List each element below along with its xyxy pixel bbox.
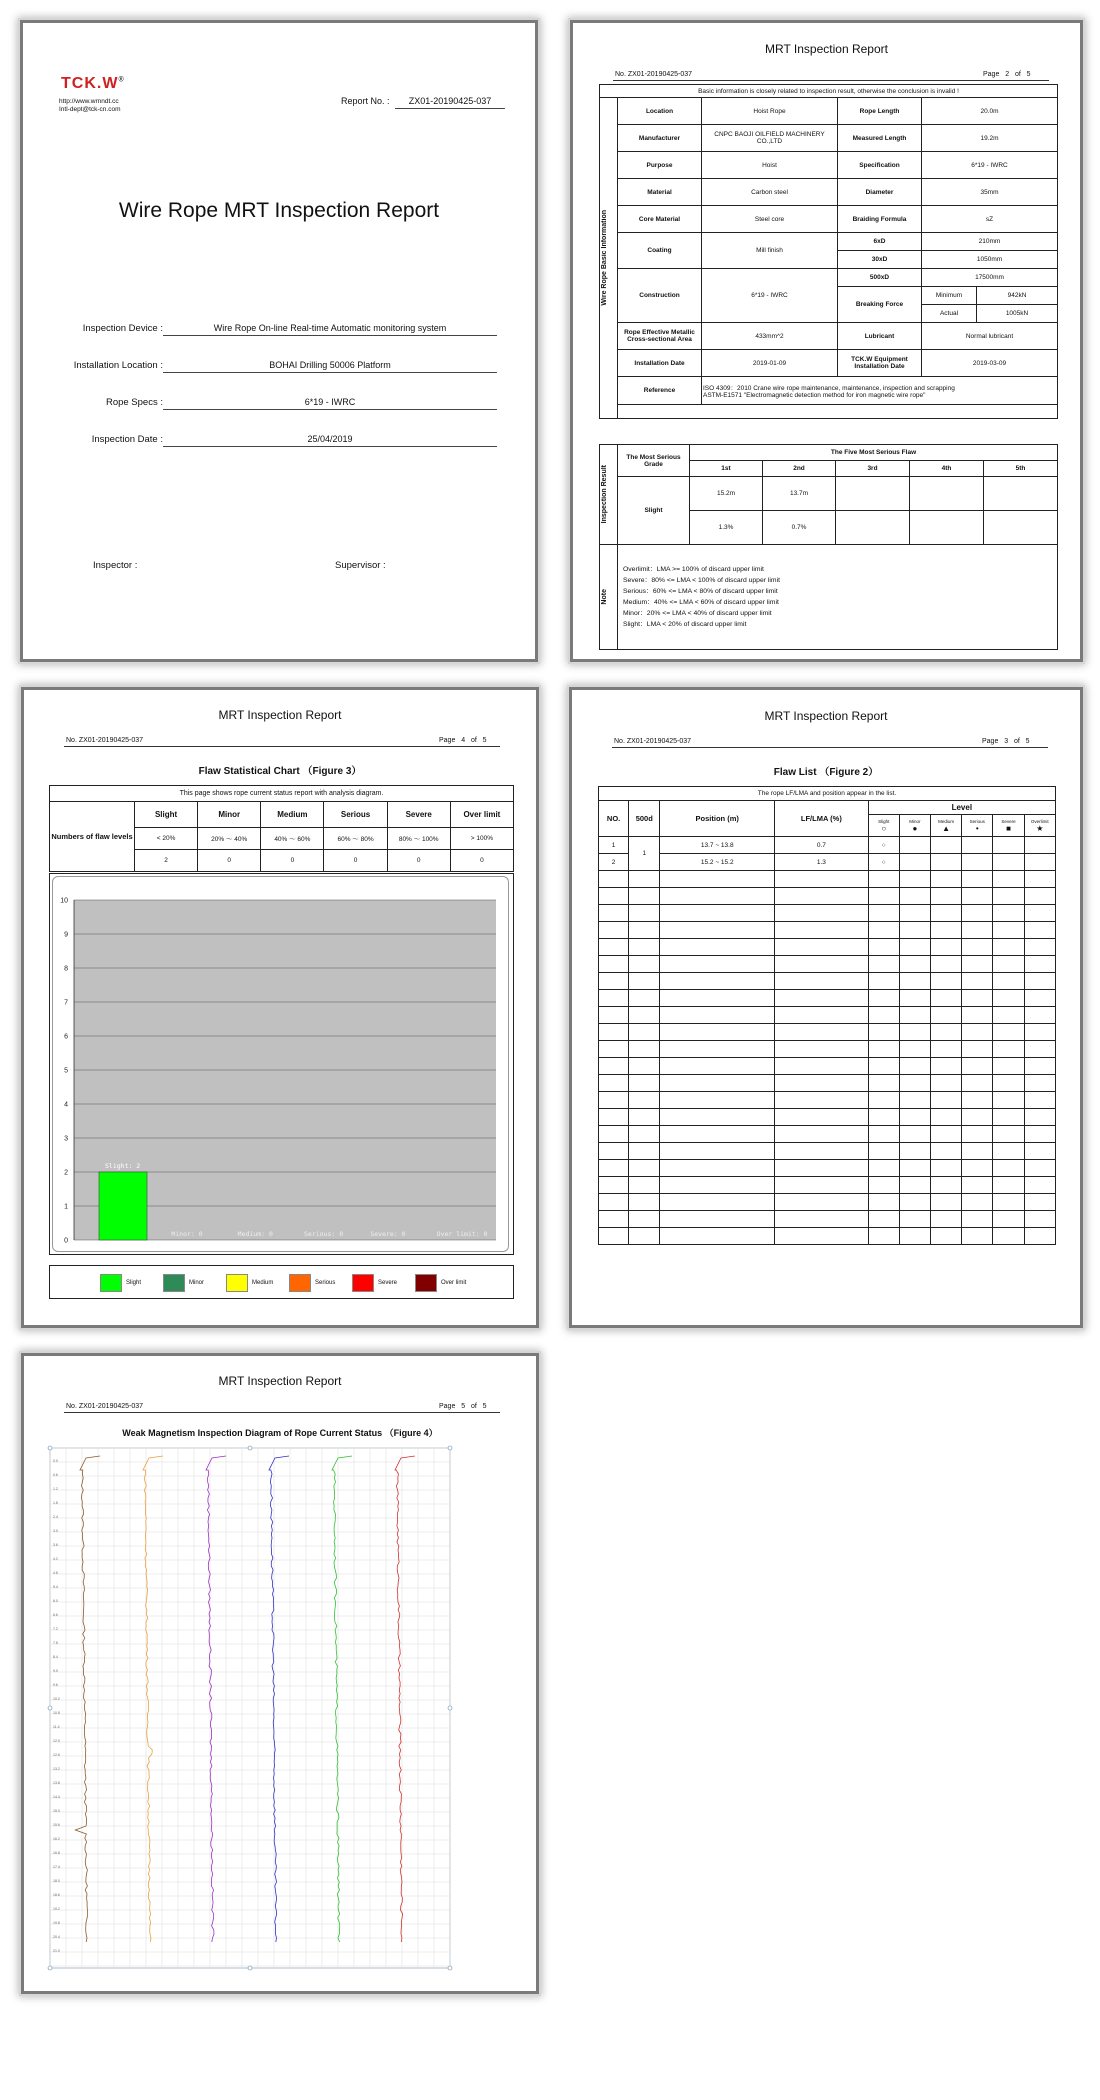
table-row [599, 871, 1056, 888]
y-tick-label: 19.8 [53, 1921, 60, 1925]
supervisor-label: Supervisor : [335, 560, 386, 571]
y-tick-label: 10.2 [53, 1697, 60, 1701]
flaw-levels-row-label: Numbers of flaw levels [50, 802, 135, 872]
chart-page-title: Flaw Statistical Chart （Figure 3） [198, 766, 362, 777]
flaw-list-caption: The rope LF/LMA and position appear in the list. [599, 787, 1056, 801]
y-tick-label: 7 [64, 999, 68, 1007]
legend-label: Serious [315, 1280, 336, 1286]
flaw-bar-chart [54, 880, 506, 1250]
y-tick-label: 9.6 [53, 1683, 58, 1687]
y-tick-label: 15.6 [53, 1823, 60, 1827]
legend-item [163, 1274, 204, 1292]
page-header: MRT Inspection Report [764, 709, 888, 723]
legend-swatch [163, 1274, 185, 1292]
bar-data-label: Slight: 2 [105, 1162, 141, 1170]
inspection-device-value: Wire Rope On-line Real-time Automatic monitoring system [163, 323, 497, 336]
table-row [599, 973, 1056, 990]
y-tick-label: 6 [64, 1033, 68, 1041]
table-row [599, 1109, 1056, 1126]
flaw-list-table: The rope LF/LMA and position appear in the list. NO. 500d Position (m) LF/LMA (%) Level Slight ○ Minor ● Medium ▲ Serious • Severe ■ Overlimit ★ 1 1 13.7 ~ 13.8 0.7 ○ 2 15.2 ~ 15.2 1.3 ○ [598, 786, 1056, 1245]
installation-location-label: Installation Location : [73, 360, 163, 371]
y-tick-label: 0 [64, 1237, 68, 1245]
most-serious-grade: Slight [618, 477, 690, 545]
inspection-date-label: Inspection Date : [91, 434, 163, 445]
y-tick-label: 4.2 [53, 1557, 58, 1561]
bar-data-label: Medium: 0 [237, 1230, 273, 1238]
resize-handle[interactable] [48, 1966, 52, 1970]
cover-page [20, 20, 538, 662]
legend-swatch [100, 1274, 122, 1292]
rope-specs-value: 6*19 - IWRC [163, 397, 497, 410]
doc-number: No. ZX01-20190425-037 [66, 1403, 144, 1410]
y-tick-label: 21.0 [53, 1949, 60, 1953]
table-row [599, 888, 1056, 905]
legend-label: Slight [126, 1280, 142, 1286]
legend-item [289, 1274, 335, 1292]
level-header: Overlimit ★ [1024, 815, 1055, 837]
y-tick-label: 6.0 [53, 1599, 58, 1603]
resize-handle[interactable] [248, 1446, 252, 1450]
table-row [599, 1194, 1056, 1211]
doc-number: No. ZX01-20190425-037 [66, 737, 144, 744]
resize-handle[interactable] [48, 1706, 52, 1710]
legend-label: Severe [378, 1280, 398, 1286]
installation-location-value: BOHAI Drilling 50006 Platform [163, 360, 497, 373]
y-tick-label: 6.6 [53, 1613, 58, 1617]
y-tick-label: 1.2 [53, 1487, 58, 1491]
y-tick-label: 10 [60, 897, 68, 905]
side-label-note: Note [601, 589, 608, 605]
y-tick-label: 3.0 [53, 1529, 58, 1533]
resize-handle[interactable] [248, 1966, 252, 1970]
table-row [599, 1160, 1056, 1177]
bar-data-label: Serious: 0 [304, 1230, 344, 1238]
flaw-chart-page [21, 687, 539, 1328]
inspection-date-value: 25/04/2019 [163, 434, 497, 447]
bar-data-label: Minor: 0 [171, 1230, 203, 1238]
side-label-result: Inspection Result [601, 465, 608, 524]
y-tick-label: 14.4 [53, 1795, 60, 1799]
table-row [599, 990, 1056, 1007]
report-no-value: ZX01-20190425-037 [395, 96, 505, 109]
y-tick-label: 1 [64, 1203, 68, 1211]
legend-label: Minor [189, 1280, 205, 1286]
y-tick-label: 7.2 [53, 1627, 58, 1631]
y-tick-label: 12.0 [53, 1739, 60, 1743]
page-number: Page 5 of 5 [439, 1403, 487, 1410]
legend-swatch [352, 1274, 374, 1292]
legend-item [100, 1274, 141, 1292]
bar-slight [99, 1172, 147, 1240]
flaw-list-title: Flaw List （Figure 2） [773, 767, 879, 778]
level-header: Severe ■ [993, 815, 1024, 837]
legend-item [352, 1274, 397, 1292]
table-row [599, 939, 1056, 956]
legend-label: Medium [252, 1280, 274, 1286]
legend-label: Over limit [441, 1280, 467, 1286]
table-row [599, 1024, 1056, 1041]
diagram-title: Weak Magnetism Inspection Diagram of Rope Current Status （Figure 4） [122, 1428, 438, 1438]
basic-info-page [570, 20, 1083, 662]
page-header: MRT Inspection Report [218, 708, 342, 722]
inspection-device-label: Inspection Device : [82, 323, 163, 334]
y-tick-label: 18.0 [53, 1879, 60, 1883]
notes-list: Overlimit：LMA >= 100% of discard upper limit Severe：80% <= LMA < 100% of discard upper limit Serious：60% <= LMA < 80% of discard upper limit Medium：40% <= LMA < 60% of discard upper limit Minor：20% <= LMA < 40% of discard upper limit Slight：LMA < 20% of discard upper limit [618, 545, 1058, 650]
report-title: Wire Rope MRT Inspection Report [118, 199, 440, 222]
table-row [599, 1075, 1056, 1092]
company-website: http://www.wrnndt.cc [59, 98, 119, 105]
table-row [599, 1228, 1056, 1245]
level-header: Serious • [962, 815, 993, 837]
report-no-label: Report No. : [341, 96, 390, 106]
weak-magnetism-diagram [46, 1444, 454, 1974]
inspector-label: Inspector : [93, 560, 138, 571]
company-email: Intl-dept@tck-cn.com [59, 106, 121, 113]
notes-table [599, 544, 1058, 650]
side-label-basic: Wire Rope Basic Information [601, 210, 608, 306]
y-tick-label: 13.8 [53, 1781, 60, 1785]
y-tick-label: 7.8 [53, 1641, 58, 1645]
basic-info-table: Basic information is closely related to inspection result, otherwise the conclusion is invalid ! Wire Rope Basic Information Location Hoist Rope Rope Length 20.0m Manufacturer CNPC BAOJI OILFIELD MACHINERY CO.,LTD Measured Length 19.2m Purpose Hoist Specification 6*19 - IWRC Material Carbon steel Diameter 35mm Core Material Steel core Braiding Formula sZ Coating Mill finish 6xD 210mm 30xD 1050mm Construction 6*19 - IWRC 500xD 17500mm Breaking Force Minimum 942kN Actual 1005kN Rope Effective Metallic Cross-sectional Area 433mm^2 Lubricant Normal lubricant Installation Date 2019-01-09 TCK.W Equipment Installation Date 2019-03-09 Reference ISO 4309：2010 Crane wire rope maintenance, maintenance, inspection and scrapping ASTM-E1571 "Electromagnetic detection method for iron magnetic wire rope" [599, 84, 1058, 419]
magnetism-diagram-page [21, 1353, 539, 1994]
table-row [599, 1058, 1056, 1075]
flaw-list-page [569, 687, 1083, 1328]
doc-number: No. ZX01-20190425-037 [614, 738, 692, 745]
y-tick-label: 0.6 [53, 1473, 58, 1477]
chart-legend [49, 1265, 514, 1299]
y-tick-label: 2.4 [53, 1515, 58, 1519]
logo: TCK.W [61, 75, 119, 92]
y-tick-label: 5 [64, 1067, 68, 1075]
level-header: Medium ▲ [931, 815, 962, 837]
table-row [599, 1041, 1056, 1058]
legend-swatch [415, 1274, 437, 1292]
level-header: Slight ○ [868, 815, 899, 837]
page-number: Page 3 of 5 [982, 738, 1030, 745]
y-tick-label: 15.0 [53, 1809, 60, 1813]
chart-caption: This page shows rope current status report with analysis diagram. [50, 786, 514, 802]
y-tick-label: 1.8 [53, 1501, 58, 1505]
table-row [599, 1143, 1056, 1160]
page-header: MRT Inspection Report [765, 42, 888, 56]
y-tick-label: 18.6 [53, 1893, 60, 1897]
table-row [599, 1092, 1056, 1109]
page-number: Page 2 of 5 [983, 71, 1031, 78]
level-header: Minor ● [899, 815, 930, 837]
table-row [599, 905, 1056, 922]
y-tick-label: 16.2 [53, 1837, 60, 1841]
resize-handle[interactable] [448, 1706, 452, 1710]
y-tick-label: 11.4 [53, 1725, 60, 1729]
y-tick-label: 9 [64, 931, 68, 939]
y-tick-label: 2 [64, 1169, 68, 1177]
y-tick-label: 19.2 [53, 1907, 60, 1911]
table-row: 1 1 13.7 ~ 13.8 0.7 ○ [599, 837, 1056, 854]
table-row [599, 956, 1056, 973]
bar-data-label: Severe: 0 [370, 1230, 406, 1238]
logo-registered: ® [118, 76, 125, 84]
table-row [599, 1126, 1056, 1143]
y-tick-label: 13.2 [53, 1767, 60, 1771]
notice: Basic information is closely related to inspection result, otherwise the conclusion is invalid ! [600, 85, 1058, 98]
y-tick-label: 17.4 [53, 1865, 60, 1869]
resize-handle[interactable] [448, 1966, 452, 1970]
page-header: MRT Inspection Report [218, 1374, 342, 1388]
table-row [599, 1177, 1056, 1194]
y-tick-label: 3 [64, 1135, 68, 1143]
inspection-result-table: Inspection Result The Most Serious Grade The Five Most Serious Flaw 1st 2nd 3rd 4th 5th Slight 15.2m 13.7m 1.3% 0.7% [599, 444, 1058, 545]
y-tick-label: 4 [64, 1101, 68, 1109]
y-tick-label: 8 [64, 965, 68, 973]
y-tick-label: 9.0 [53, 1669, 58, 1673]
legend-item [415, 1274, 466, 1292]
y-tick-label: 3.6 [53, 1543, 58, 1547]
legend-swatch [289, 1274, 311, 1292]
table-row [599, 922, 1056, 939]
y-tick-label: 0.0 [53, 1459, 58, 1463]
y-tick-label: 12.6 [53, 1753, 60, 1757]
legend-swatch [226, 1274, 248, 1292]
resize-handle[interactable] [48, 1446, 52, 1450]
y-tick-label: 10.8 [53, 1711, 60, 1715]
table-row [599, 1211, 1056, 1228]
flaw-level-table: This page shows rope current status report with analysis diagram. Numbers of flaw levels Slight Minor Medium Serious Severe Over limit < 20% 20% ～ 40% 40% ～ 60% 60% ～ 80% 80% ～ 100% > 100% 2 0 0 0 0 0 [49, 785, 514, 872]
rope-specs-label: Rope Specs : [105, 397, 163, 408]
diagram-frame [50, 1448, 450, 1968]
y-tick-label: 5.4 [53, 1585, 58, 1589]
table-row: 2 15.2 ~ 15.2 1.3 ○ [599, 854, 1056, 871]
y-tick-label: 20.4 [53, 1935, 60, 1939]
doc-number: No. ZX01-20190425-037 [615, 71, 693, 78]
y-tick-label: 8.4 [53, 1655, 58, 1659]
legend-item [226, 1274, 273, 1292]
y-tick-label: 4.8 [53, 1571, 58, 1575]
bar-data-label: Over limit: 0 [436, 1230, 488, 1238]
resize-handle[interactable] [448, 1446, 452, 1450]
table-row [599, 1007, 1056, 1024]
page-number: Page 4 of 5 [439, 737, 487, 744]
y-tick-label: 16.8 [53, 1851, 60, 1855]
